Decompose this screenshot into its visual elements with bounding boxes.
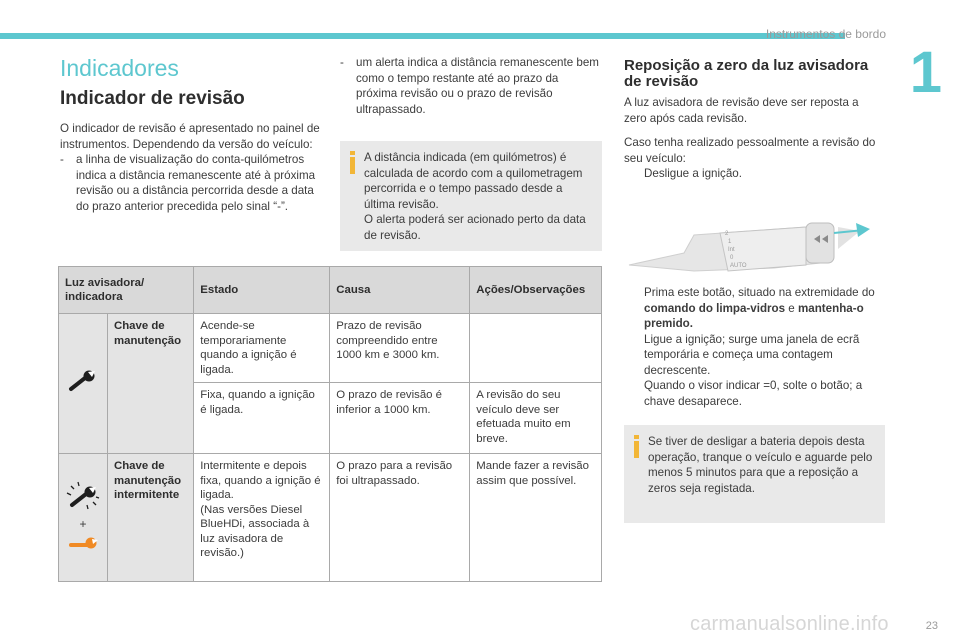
step-text: e [785,301,798,315]
step-text: Prima este botão, situado na extremidade do [644,286,875,299]
state-text: Intermitente e depois fixa, quando a ignição é ligada. [200,460,321,501]
chapter-number: 1 [909,40,942,105]
header-accent-bar [0,33,845,39]
flashing-wrench-icon [63,479,103,511]
reset-block [624,95,884,182]
stalk-label: 1 [728,239,732,245]
table-cell-state [194,454,330,582]
icon-cell [59,454,108,582]
stalk-label: 0 [730,255,734,261]
wrench-icon [68,370,98,392]
step-text: Desligue a ignição. [644,167,742,180]
stalk-label: Int [728,247,735,253]
info-icon [348,151,357,174]
page-number: 23 [925,620,938,632]
column-header: Ações/Observações [470,267,602,314]
bullet-alert [340,55,602,117]
column-header: Estado [194,267,330,314]
wiper-stalk-illustration [624,205,884,280]
table-row [59,454,602,582]
column-header: Luz avisadora/ indicadora [59,267,194,314]
table-header-row [59,267,602,314]
bullet-odometer [60,152,322,214]
step-text: Ligue a ignição; surge uma janela de ecrã temporária e começa uma contagem decrescente. [644,332,860,377]
step-ignition-off [624,166,884,182]
step-text-bold: mantenha-o premido. [644,301,864,330]
plus-sign: + [79,517,87,532]
icon-cell [59,314,108,454]
table-cell-cause: O prazo para a revisão foi ultrapassado. [330,454,470,582]
watermark-site: carmanualsonline.info [690,613,889,635]
step-text: Quando o visor indicar =0, solte o botão; a chave desaparece. [644,379,863,408]
reset-steps [624,285,884,409]
table-cell-state: Fixa, quando a ignição é ligada. [194,383,330,454]
step-press-button [624,285,884,332]
indicator-name: Chave de manutenção [108,314,194,454]
table-cell-action: Mande fazer a revisão assim que possível. [470,454,602,582]
table-cell-cause: Prazo de revisão compreendido entre 1000 km e 3000 km. [330,314,470,383]
page-title: Indicadores [60,55,179,81]
reset-section-title: Reposição a zero da luz avisadora de revisão [624,57,869,90]
section-title: Indicador de revisão [60,88,245,109]
table-cell-cause: O prazo de revisão é inferior a 1000 km. [330,383,470,454]
info-icon [632,435,641,458]
section-label: Instrumentos de bordo [765,27,886,41]
info-note-battery [624,425,885,523]
table-cell-state: Acende-se temporariamente quando a ignição é ligada. [194,314,330,383]
stalk-label: 2 [725,231,729,237]
column-header: Causa [330,267,470,314]
table-cell-action: A revisão do seu veículo deve ser efetuada muito em breve. [470,383,602,454]
bullet-mark: - [340,56,344,69]
table-cell-action [470,314,602,383]
orange-wrench-icon [68,534,98,552]
step-release-button [624,378,884,409]
intro-block [60,121,322,214]
table-row [59,314,602,383]
stalk-label: AUTO [730,263,747,269]
step-text-bold: comando do limpa-vidros [644,301,786,315]
reset-paragraph: A luz avisadora de revisão deve ser reposta a zero após cada revisão. [624,96,859,125]
note-text: A distância indicada (em quilómetros) é calculada de acordo com a quilometragem percorrida e o tempo passado desde a última revisão. [364,151,583,211]
reset-paragraph: Caso tenha realizado pessoalmente a revisão do seu veículo: [624,136,876,165]
indicator-name: Chave de manutenção intermitente [108,454,194,582]
step-ignition-on [624,332,884,379]
state-note: (Nas versões Diesel BlueHDi, associada à luz avisadora de revisão.) [200,503,310,559]
indicator-table [58,266,602,582]
bullet-text: um alerta indica a distância remanescente bem como o tempo restante até ao prazo da próxima revisão ou o prazo de revisão ultrapassado. [356,56,599,116]
note-text: O alerta poderá ser acionado perto da data de revisão. [364,213,586,242]
intro-paragraph: O indicador de revisão é apresentado no painel de instrumentos. Dependendo da versão do veículo: [60,122,320,151]
note-text: Se tiver de desligar a bateria depois desta operação, tranque o veículo e aguarde pelo menos 5 minutos para que a reposição a zeros seja registada. [648,435,873,495]
bullet-mark: - [60,153,64,166]
bullet-text: a linha de visualização do conta-quilómetros indica a distância remanescente até à próxima revisão ou a distância percorrida desde a data do prazo anterior precedida pelo sinal “-”. [76,153,316,213]
alert-block [340,55,602,117]
info-note-distance [340,141,602,251]
